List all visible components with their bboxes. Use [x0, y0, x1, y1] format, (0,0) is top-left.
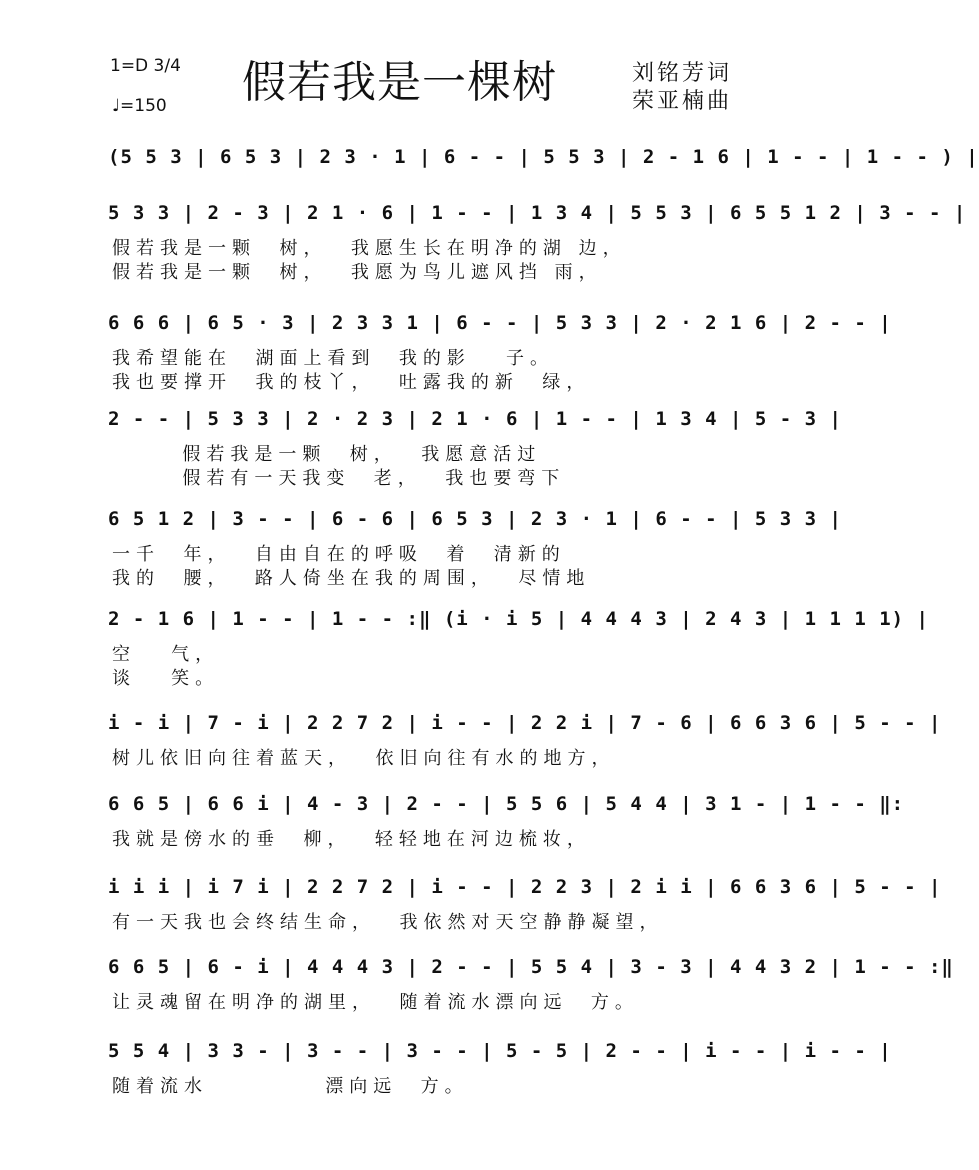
lyric-line: 树儿依旧向往着蓝天， 依旧向往有水的地方， — [112, 748, 616, 769]
lyric-line: 空 气， — [112, 644, 220, 665]
composer-credit: 荣亚楠曲 — [632, 89, 733, 114]
notation-line: 2 - 1 6 | 1 - - | 1 - - :‖ (i · i 5 | 4 4 4 3 | 2 4 3 | 1 1 1 1) | — [108, 608, 929, 630]
song-title: 假若我是一棵树 — [242, 57, 557, 108]
notation-line: i i i | i 7 i | 2 2 7 2 | i - - | 2 2 3 | 2 i i | 6 6 3 6 | 5 - - | — [108, 876, 942, 898]
notation-line: i - i | 7 - i | 2 2 7 2 | i - - | 2 2 i | 7 - 6 | 6 6 3 6 | 5 - - | — [108, 712, 942, 734]
notation-line: 5 5 4 | 3 3 - | 3 - - | 3 - - | 5 - 5 | 2 - - | i - - | i - - | — [108, 1040, 892, 1062]
lyricist-credit: 刘铭芳词 — [632, 61, 733, 86]
lyric-line: 假若有一天我变 老， 我也要弯下 — [112, 468, 566, 489]
key-signature: 1=D 3/4 — [110, 56, 181, 76]
lyric-line: 我的 腰， 路人倚坐在我的周围， 尽情地 — [112, 568, 591, 589]
notation-line: 6 5 1 2 | 3 - - | 6 - 6 | 6 5 3 | 2 3 · 1 | 6 - - | 5 3 3 | — [108, 508, 842, 530]
notation-line: 6 6 6 | 6 5 · 3 | 2 3 3 1 | 6 - - | 5 3 3 | 2 · 2 1 6 | 2 - - | — [108, 312, 892, 334]
tempo-marking: ♩=150 — [112, 96, 167, 116]
notation-line: 2 - - | 5 3 3 | 2 · 2 3 | 2 1 · 6 | 1 - - | 1 3 4 | 5 - 3 | — [108, 408, 842, 430]
lyric-line: 假若我是一颗 树， 我愿为鸟儿遮风挡 雨， — [112, 262, 603, 283]
notation-line: (5 5 3 | 6 5 3 | 2 3 · 1 | 6 - - | 5 5 3 | 2 - 1 6 | 1 - - | 1 - - ) | — [108, 146, 979, 168]
lyric-line: 我希望能在 湖面上看到 我的影 子。 — [112, 348, 555, 369]
notation-line: 5 3 3 | 2 - 3 | 2 1 · 6 | 1 - - | 1 3 4 | 5 5 3 | 6 5 5 1 2 | 3 - - | — [108, 202, 967, 224]
lyric-line: 假若我是一颗 树， 我愿生长在明净的湖 边， — [112, 238, 627, 259]
lyric-line: 有一天我也会终结生命， 我依然对天空静静凝望， — [112, 912, 664, 933]
lyric-line: 让灵魂留在明净的湖里， 随着流水漂向远 方。 — [112, 992, 639, 1013]
lyric-line: 一千 年， 自由自在的呼吸 着 清新的 — [112, 544, 566, 565]
lyric-line: 假若我是一颗 树， 我愿意活过 — [112, 444, 542, 465]
lyric-line: 我就是傍水的垂 柳， 轻轻地在河边梳妆， — [112, 829, 591, 850]
lyric-line: 我也要撑开 我的枝丫， 吐露我的新 绿， — [112, 372, 591, 393]
notation-line: 6 6 5 | 6 - i | 4 4 4 3 | 2 - - | 5 5 4 | 3 - 3 | 4 4 3 2 | 1 - - :‖ — [108, 956, 954, 978]
notation-line: 6 6 5 | 6 6 i | 4 - 3 | 2 - - | 5 5 6 | 5 4 4 | 3 1 - | 1 - - ‖: — [108, 793, 905, 815]
lyric-line: 谈 笑。 — [112, 668, 220, 689]
lyric-line: 随着流水 漂向远 方。 — [112, 1076, 469, 1097]
